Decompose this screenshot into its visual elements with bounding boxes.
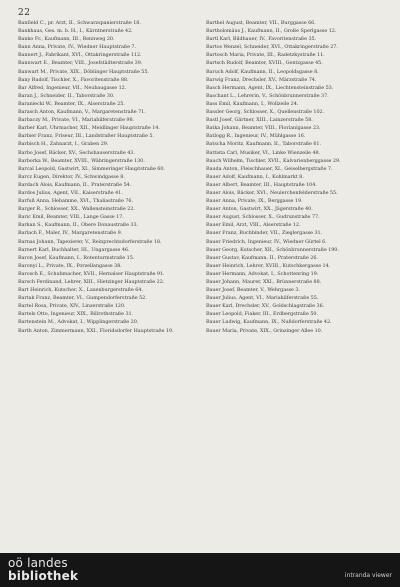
- directory-entry: Banwart M., Private, XIX., Döblinger Hauptstraße 55.: [18, 68, 149, 75]
- directory-entry: Bauda Anton, Fleischhauer, XI., Geiselbergstraße 7.: [206, 165, 333, 172]
- directory-entry: Bankhaus, Ges. m. b. H., I., Kärntnerstraße 42.: [18, 28, 133, 35]
- directory-entry: Barger R., Schlosser, XX., Wallensteinstraße 22.: [18, 206, 135, 213]
- directory-entry: Bann Anna, Private, IV., Wiedner Hauptstraße 7.: [18, 44, 136, 51]
- directory-entry: Bauer Gustav, Kaufmann, II., Praterstraße 26.: [206, 254, 318, 261]
- directory-entry: Bauer Albert, Beamter, III., Hauptstraße 104.: [206, 181, 317, 188]
- directory-entry: Barsch Ferdinand, Lehrer, XIII., Hietzinger Hauptstraße 22.: [18, 279, 165, 285]
- directory-entry: Bauer Karl, Drechsler, XV., Goldschlagstraße 36.: [206, 303, 325, 310]
- directory-entry: Barborka W., Beamter, XVIII., Währingerstraße 130.: [18, 157, 145, 164]
- directory-entry: Bartak Franz, Beamter, VI., Gumpendorferstraße 52.: [18, 295, 147, 302]
- directory-entry: Bartenstein M., Advokat, I., Wipplingerstraße 20.: [18, 319, 139, 326]
- directory-entry: Bany Rudolf, Tischler, X., Favoritenstraße 88.: [18, 76, 129, 83]
- directory-entry: Bauer Julius, Agent, VI., Mariahilferstraße 55.: [206, 295, 319, 302]
- directory-entry: Baruch Adolf, Kaufmann, II., Leopoldsgasse 8.: [206, 68, 319, 75]
- viewer-credit-link[interactable]: intranda viewer: [344, 572, 392, 579]
- logo-line-1: oö landes: [8, 556, 68, 570]
- directory-entry: Basch Hermann, Agent, IX., Liechtensteinstraße 53.: [206, 84, 334, 91]
- directory-entry: Bart Heinrich, Kutscher, X., Laxenburgerstraße 64.: [18, 287, 143, 294]
- directory-entry: Bastl Josef, Gärtner, XIII., Lainzerstraße 58.: [206, 117, 313, 124]
- directory-entry: Batscha Moritz, Kaufmann, II., Taborstraße 61.: [206, 141, 322, 148]
- directory-entry: Bassler Georg, Schlosser, X., Quellenstraße 102.: [206, 109, 325, 116]
- directory-entry: Bauer Hermann, Advokat, I., Schottenring 19.: [206, 270, 319, 277]
- directory-entry: Bauer Emil, Arzt, VIII., Alserstraße 12.: [206, 222, 301, 229]
- directory-entry: Bauer Josef, Beamter, V., Wehrgasse 3.: [206, 287, 300, 294]
- directory-entry: Barnas Johann, Tapezierer, V., Reinprechtsdorferstraße 18.: [18, 238, 162, 245]
- directory-entry: Bauer Adolf, Kaufmann, I., Kohlmarkt 8.: [206, 173, 304, 180]
- directory-entry: Barbisch H., Zahnarzt, I., Graben 29.: [18, 141, 109, 148]
- directory-entry: Bartsch Rudolf, Beamter, XVIII., Gentzgasse 45.: [206, 60, 323, 67]
- directory-entry: Baran J., Schneider, II., Taborstraße 30.: [18, 92, 115, 99]
- directory-entry: Bartholomäus J., Kaufmann, II., Große Sperlgasse 12.: [206, 28, 337, 35]
- directory-entry: Batlogg R., Ingenieur, IV., Mühlgasse 16.: [206, 133, 306, 140]
- directory-entry: Bauer Georg, Kutscher, XII., Schönbrunnerstraße 190.: [206, 246, 339, 253]
- directory-entry: Barcz Eugen, Direktor, IV., Schwindgasse 8.: [18, 173, 125, 180]
- directory-entry: Bauer Franz, Buchbinder, VII., Zieglergasse 31.: [206, 230, 323, 237]
- viewer-footer: [0, 553, 400, 587]
- directory-entry: Batka Johann, Beamter, VIII., Florianigasse 23.: [206, 125, 321, 132]
- directory-column-left: [18, 20, 194, 336]
- directory-entry: Banfield C., pr. Arzt, II., Schwarzspanierstraße 18.: [18, 20, 141, 26]
- directory-entry: Barasch Anton, Kaufmann, V., Margaretenstraße 71.: [18, 109, 146, 116]
- directory-entry: Bartl Karl, Bildhauer, IV., Favoritenstraße 35.: [206, 36, 317, 43]
- directory-entry: Bartels Otto, Ingenieur, XIX., Billrothstraße 31.: [18, 311, 134, 318]
- directory-entry: Bauer Maria, Private, XIX., Grinzinger Allee 10.: [206, 327, 323, 334]
- directory-entry: Barwig Franz, Drechsler, XV., Märzstraße 74.: [206, 76, 317, 83]
- directory-entry: Bauer Anna, Private, IX., Berggasse 19.: [206, 198, 303, 205]
- directory-entry: Barbier Franz, Friseur, III., Landstraßer Hauptstraße 5.: [18, 133, 154, 140]
- logo-line-2: bibliothek: [8, 569, 79, 583]
- directory-entry: Baron Josef, Kaufmann, I., Rotenturmstraße 15.: [18, 254, 135, 261]
- directory-entry: Bauch Wilhelm, Tischler, XVII., Kalvarienberggasse 29.: [206, 157, 341, 164]
- directory-entry: Bar Alfred, Ingenieur, VII., Neubaugasse 12.: [18, 84, 127, 91]
- directory-entry: Bardach Alois, Kaufmann, II., Praterstraße 54.: [18, 181, 132, 188]
- directory-entry: Bauer Ludwig, Kaufmann, IX., Nußdorferstraße 42.: [206, 319, 332, 326]
- directory-entry: Banko Fr., Kaufmann, III., Rennweg 20.: [18, 36, 115, 43]
- directory-entry: Barber Karl, Uhrmacher, XII., Meidlinger Hauptstraße 14.: [18, 125, 160, 132]
- directory-entry: Battista Carl, Musiker, VI., Linke Wienzeile 48.: [206, 149, 321, 156]
- directory-entry: Barlach F., Maler, IV., Margaretenstraße 9.: [18, 230, 123, 237]
- library-logo[interactable]: [8, 557, 108, 583]
- directory-entry: Baschant L., Lehrerin, V., Schönbrunnerstraße 37.: [206, 92, 329, 99]
- directory-entry: Bartos Wenzel, Schneider, XVI., Ottakringerstraße 27.: [206, 44, 338, 51]
- directory-entry: Bannert J., Fabrikant, XVI., Ottakringerstraße 112.: [18, 52, 142, 59]
- directory-entry: Bartel Rosa, Private, XIV., Linzerstraße 120.: [18, 303, 126, 310]
- directory-column-right: [206, 20, 382, 336]
- directory-entry: Barbo Josef, Bäcker, XV., Sechshauserstraße 43.: [18, 149, 135, 156]
- directory-entry: Barth Anton, Zimmermann, XXI., Floridsdorfer Hauptstraße 19.: [18, 327, 174, 334]
- directory-entry: Bauer August, Schlosser, X., Gudrunstraße 77.: [206, 214, 320, 221]
- directory-entry: Baronyi L., Private, IX., Porzellangasse 38.: [18, 262, 122, 269]
- directory-entry: Bauer Anton, Gastwirt, XX., Jägerstraße 40.: [206, 206, 313, 213]
- directory-entry: Bauer Heinrich, Lehrer, XVIII., Kutschkergasse 14.: [206, 262, 331, 269]
- directory-entry: Baric Emil, Beamter, VIII., Lange Gasse 17.: [18, 214, 124, 221]
- directory-entry: Barfuß Anna, Hebamme, XVI., Thaliastraße 76.: [18, 198, 133, 205]
- directory-entry: Barosch E., Schuhmacher, XVII., Hernalser Hauptstraße 91.: [18, 270, 165, 277]
- directory-entry: Barthel August, Beamter, VII., Burggasse 66.: [206, 20, 316, 26]
- page-number: 22: [18, 8, 31, 18]
- directory-entry: Bannwart E., Beamter, VIII., Josefstädterstraße 39.: [18, 60, 143, 67]
- directory-entry: Bass Emil, Kaufmann, I., Wollzeile 24.: [206, 100, 299, 107]
- directory-entry: Bauer Friedrich, Ingenieur, IV., Wiedner Gürtel 6.: [206, 238, 327, 245]
- directory-entry: Bauer Johann, Maurer, XXI., Brünnerstraße 88.: [206, 279, 322, 285]
- directory-entry: Bartosch Maria, Private, III., Radetzkystraße 11.: [206, 52, 325, 59]
- directory-entry: Bardos Julius, Agent, VII., Kaiserstraße 41.: [18, 189, 123, 196]
- directory-entry: Bauer Alois, Bäcker, XVI., Neulerchenfelderstraße 55.: [206, 189, 338, 196]
- directory-entry: Baraniecki W., Beamter, IX., Alserstraße 25.: [18, 100, 125, 107]
- directory-entry: Barcal Leopold, Gastwirt, XI., Simmeringer Hauptstraße 60.: [18, 165, 165, 172]
- directory-entry: Bauer Leopold, Fiaker, III., Erdbergstraße 50.: [206, 311, 318, 318]
- directory-entry: Barkan S., Kaufmann, II., Obere Donaustraße 33.: [18, 222, 139, 229]
- directory-entry: Barbaczy M., Private, VI., Mariahilferstraße 98.: [18, 117, 135, 124]
- directory-entry: Barnert Karl, Buchhalter, III., Ungargasse 46.: [18, 246, 130, 253]
